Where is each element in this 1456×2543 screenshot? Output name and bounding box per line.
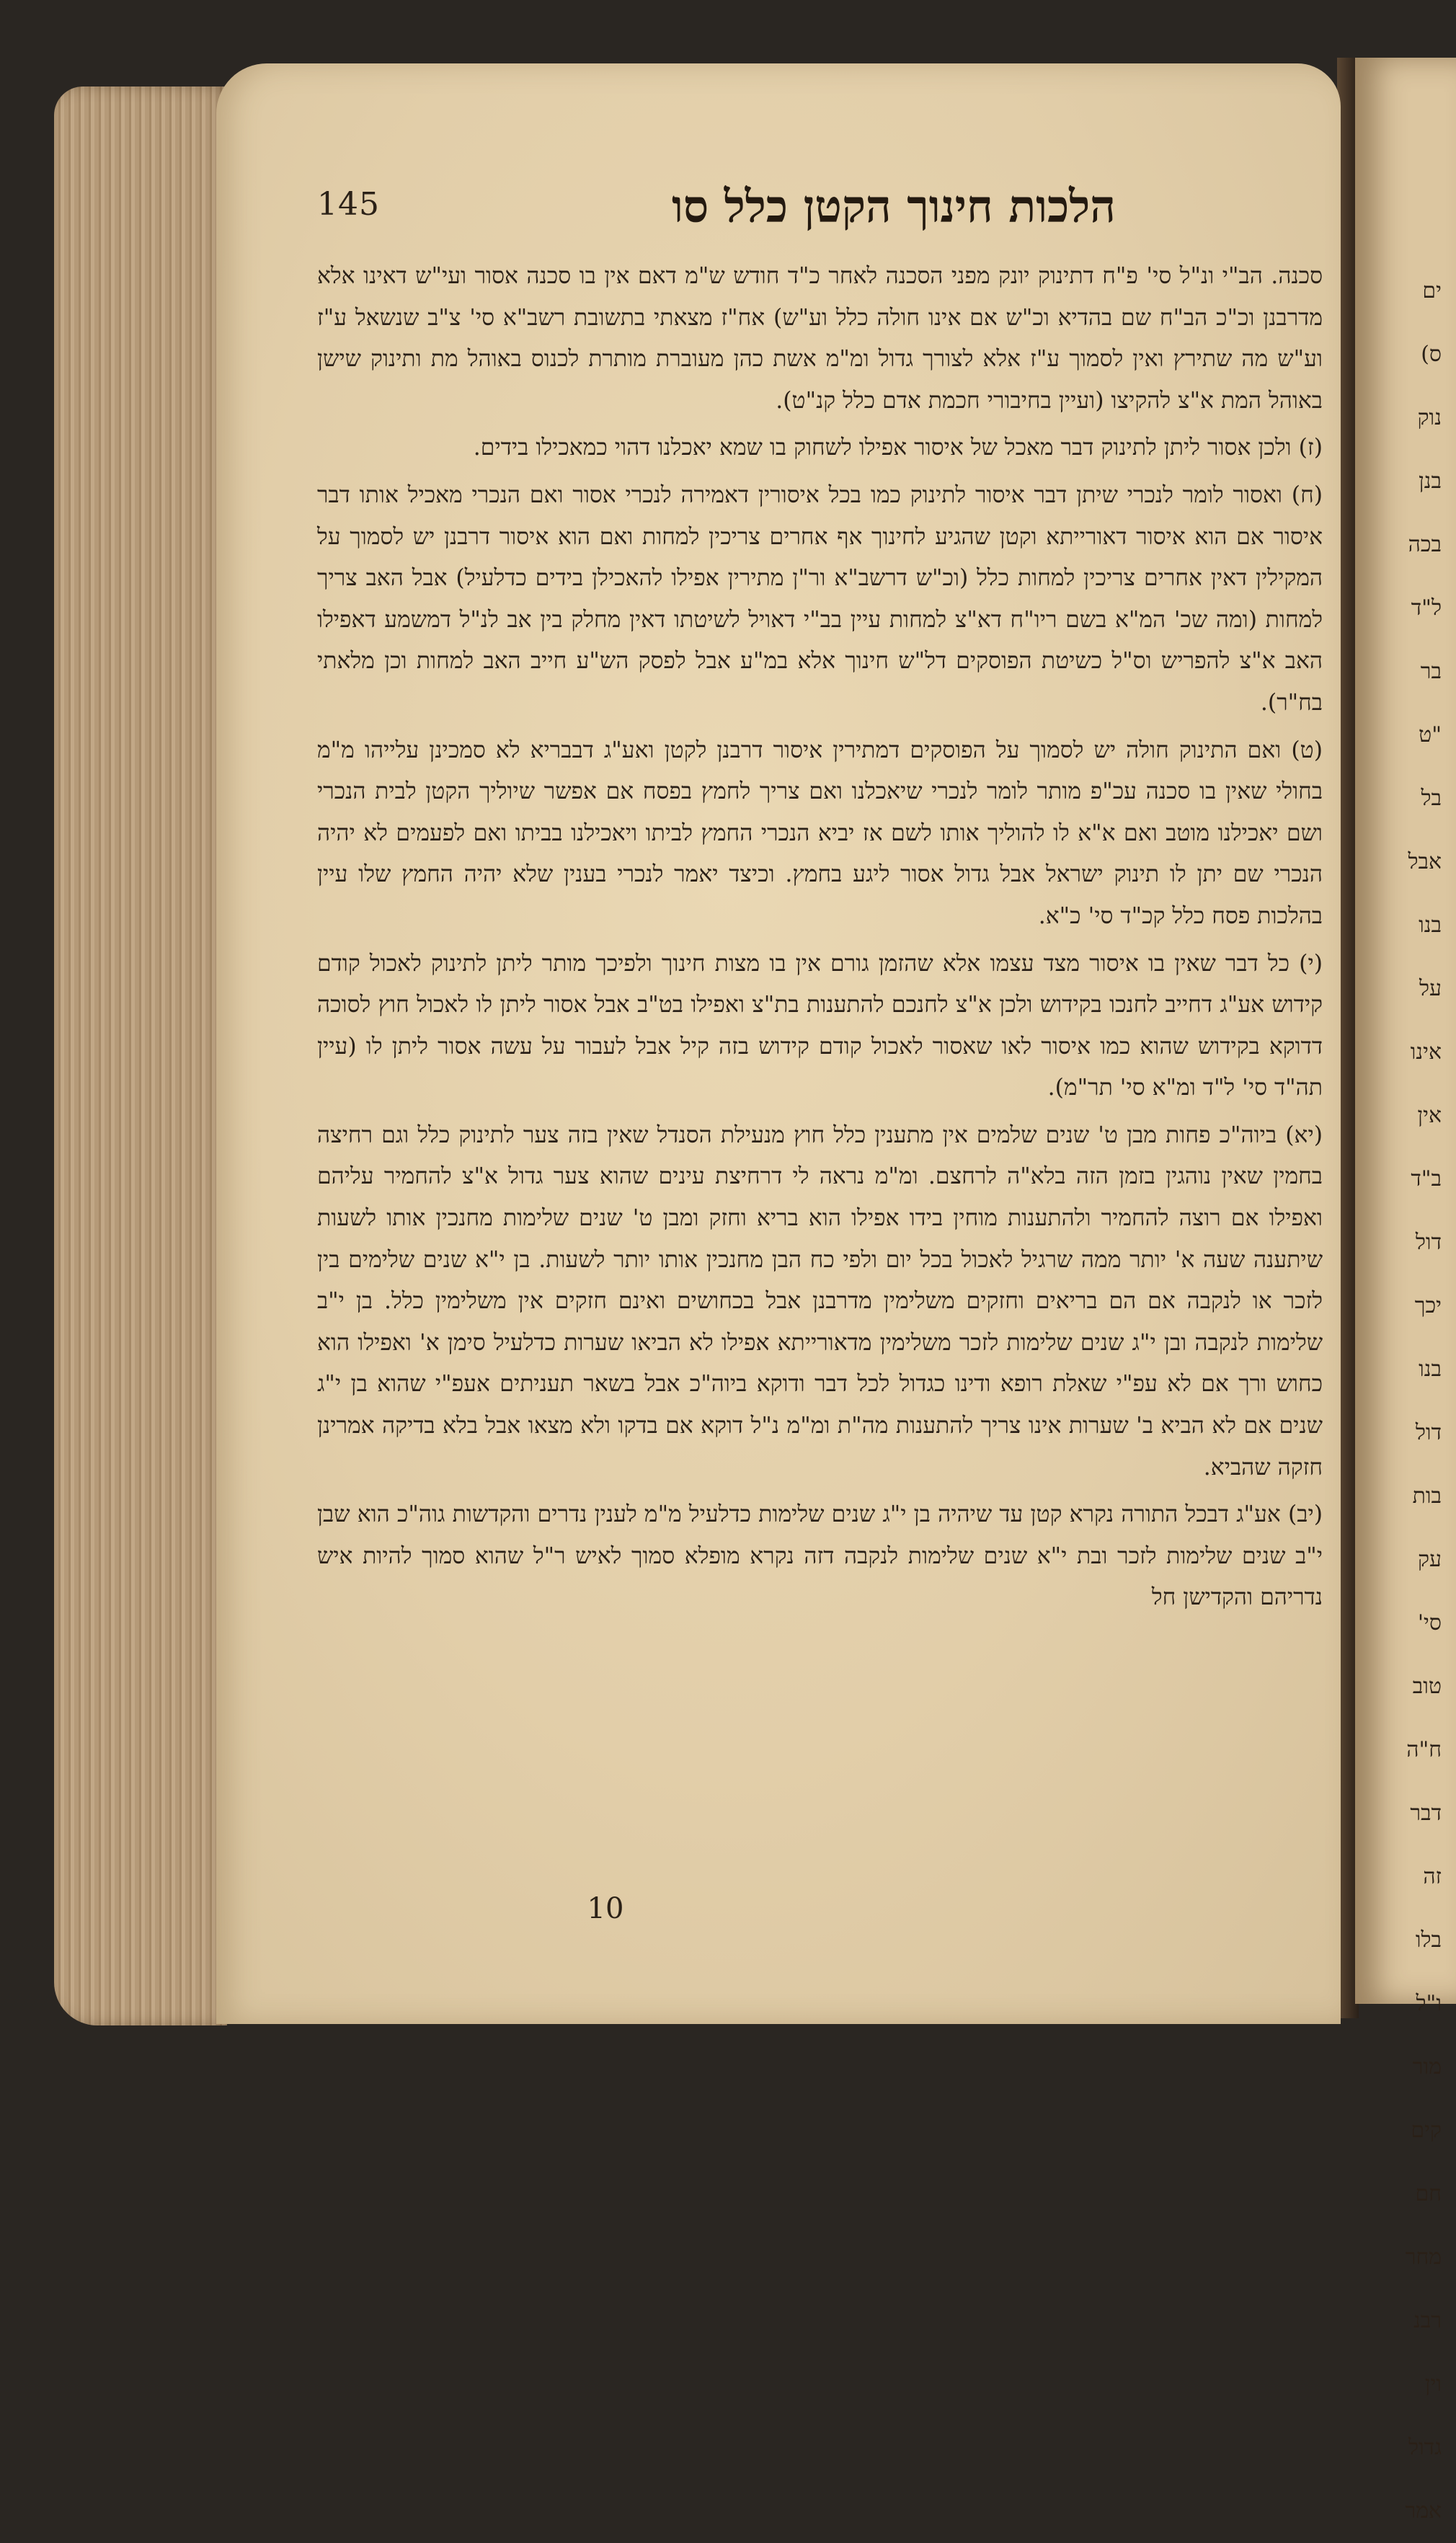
facing-page-fragment: זה: [1423, 1864, 1442, 1889]
facing-page-fragment: בנן: [1419, 469, 1442, 494]
facing-page-fragment: מחר: [1405, 2245, 1442, 2270]
facing-page-fragment: ח"ה: [1406, 1737, 1442, 1762]
facing-page-fragment: ל"ד: [1411, 595, 1442, 621]
facing-page-fragment: חם: [1415, 2181, 1442, 2206]
facing-page-fragment: ו"ל: [1416, 1991, 1442, 2016]
facing-page-fragment: יכך: [1414, 1293, 1442, 1318]
facing-page-fragment: דול: [1415, 1420, 1442, 1445]
facing-page-fragment: גדול: [1408, 2435, 1442, 2460]
paragraph: (יב) אע"ג דבכל התורה נקרא קטן עד שיהיה בן י"ג שנים שלימות כדלעיל מ"מ לענין נדרים והקדשות גוה"כ הוא שבן י"ב שנים שלימות לזכר ובת י"א שנים שלימות לנקבה דזה נקרא מופלא סמוך לאיש ר"ל שהוא סמוך להיות איש נדריהם והקדישן חל: [317, 1501, 1323, 1611]
facing-page-fragment: טוב: [1412, 1674, 1442, 1699]
facing-page-fragment: אמר: [1405, 2498, 1442, 2524]
facing-page-fragment: בר: [1420, 659, 1442, 684]
facing-page-fragment: מור: [1412, 2054, 1442, 2080]
body-text: [317, 256, 1323, 1914]
facing-page-fragment: אבל: [1408, 849, 1442, 874]
facing-page-fragment: קים: [1411, 2118, 1442, 2143]
page-block-edge: [54, 86, 227, 2025]
facing-page-fragment: עק: [1417, 1547, 1442, 1572]
facing-page-fragment: ים: [1422, 278, 1442, 303]
facing-page-fragment: בנו: [1419, 913, 1442, 938]
facing-page-fragment: בות: [1412, 1483, 1442, 1509]
facing-page-fragment: אינו: [1410, 1039, 1442, 1065]
paragraph: (יא) ביוה"כ פחות מבן ט' שנים שלמים אין מתענין כלל חוץ מנעילת הסנדל שאין בזה צער לתינוק כלל וגם רחיצה בחמין שאין נוהגין בזמן הזה בלא"ה לרחצם. ומ"מ נראה לי דרחיצת עינים שהוא צער גדול א"צ להחמיר עליהם ואפילו אם רוצה להחמיר ולהתענות מוחין בידו אפילו הוא בריא וחזק ומבן ט' שנים שלימות מחנכין אותו לשעות שיתענה שעה א' יותר ממה שרגיל לאכול בכל יום ולפי כח הבן מחנכין אותו יותר לשעות. בן י"א שנים שלימים בין לזכר או לנקבה אם הם בריאים וחזקים משלימין מדרבנן אבל בכחושים ואינם חזקים אין משלימין כלל. בן י"ב שלימות לנקבה ובן י"ג שנים שלימות לזכר משלימין מדאורייתא אפילו לא הביאו שערות כדלעיל סימן א' ואפילו הוא כחוש ורך אם לא עפ"י שאלת רופא ודינו כגדול לכל דבר ודוקא ביוה"כ אבל בשאר תעניתים אעפ"י שהוא בן י"ג שנים אם לא הביא ב' שערות אינו צריך להתענות מה"ת ומ"מ נ"ל דוקא אם בדקו ולא מצאו אבל בלא בדיקה אמרינן חזקה שהביא.: [317, 1122, 1323, 1481]
paragraph: (י) כל דבר שאין בו איסור מצד עצמו אלא שהזמן גורם אין בו מצות חינוך ולפיכך מותר ליתן לתינוק לאכול קודם קידוש אע"ג דחייב לחנכו בקידוש ולכן א"צ לחנכם להתענות בת"צ ואפילו בט"ב אבל אסור ליתן לו לאכול חוץ לסוכה דדוקא בקידוש שהוא כמו איסור לאו שאסור לאכול קודם קידוש בזה קיל אבל לעבור על עשה אסור ליתן לו (עיין תה"ד סי' ל"ד ומ"א סי' תר"מ).: [317, 950, 1323, 1101]
facing-page-fragment: נוק: [1417, 405, 1442, 430]
facing-page-fragment: רבנ: [1413, 2308, 1442, 2333]
paragraph: (ח) ואסור לומר לנכרי שיתן דבר איסור לתינוק כמו בכל איסורין דאמירה לנכרי אסור ואם הנכרי מאכיל אותו דבר איסור אם הוא איסור דאורייתא וקטן שהגיע לחינוך אף אחרים צריכין למחות ואם הוא איסור דרבנן יש לסמוך על המקילין דאין אחרים צריכין למחות כלל (וכ"ש דרשב"א ור"ן מתירין אפילו להאכילן בידים כדלעיל) אבל האב צריך למחות (ומה שכ' המ"א בשם ריו"ח דא"צ למחות עיין בב"י דאויל לשיטתו דאין מחלק בין אב לנ"ל דמשמע דאפילו האב א"צ להפריש וס"ל כשיטת הפוסקים דל"ש חינוך אלא במ"ע אבל לפסק הש"ע חייב האב למחות וכן מלאתי בח"ר).: [317, 481, 1323, 716]
facing-page-fragment: "ט: [1419, 722, 1442, 747]
paragraph: (ז) ולכן אסור ליתן לתינוק דבר מאכל של איסור אפילו לשחוק בו שמא יאכלנו דהוי כמאכילו בידים.: [473, 435, 1323, 461]
facing-page-fragment: וין: [1424, 2371, 1442, 2397]
facing-page-fragment: ס): [1421, 342, 1442, 367]
facing-page-fragment: בל: [1421, 786, 1442, 811]
paragraph: סכנה. הב"י ונ"ל סי' פ"ח דתינוק יונק מפני הסכנה לאחר כ"ד חודש ש"מ דאם אין בו סכנה אסור ועי"ש דאינו אלא מדרבנן וכ"כ הב"ח שם בהדיא וכ"ש אם אינו חולה כלל וע"ש) אח"ז מצאתי בתשובת רשב"א סי' צ"ב שנשאל ע"ז וע"ש מה שתירץ ואין לסמוך ע"ז אלא לצורך גדול ומ"מ אשת כהן מעוברת מותרת לכנוס באוהל מת ותינוק שישן באוהל המת א"צ להקיצו (ועיין בחיבורי חכמת אדם כלל קנ"ט).: [317, 263, 1323, 414]
facing-page-fragment: בכה: [1408, 532, 1442, 557]
signature-mark: 10: [587, 1892, 624, 1925]
page-number: 145: [317, 186, 380, 223]
facing-page-fragment: סי': [1417, 1610, 1442, 1636]
running-title: הלכות חינוך הקטן כלל סו: [672, 180, 1116, 233]
page-header: [317, 180, 1254, 252]
facing-page-fragment: אין: [1417, 1103, 1442, 1128]
facing-page-text: [1405, 259, 1442, 2524]
paragraph: (ט) ואם התינוק חולה יש לסמוך על הפוסקים דמתירין איסור דרבנן לקטן ואע"ג דבבריא לא סמכינן עלייהו מ"מ בחולי שאין בו סכנה עכ"פ מותר לומר לנכרי שיאכלנו ואם צריך לחמץ בפסח אם אפשר שיוליך הקטן לבית הנכרי ושם יאכילנו מוטב ואם א"א לו להוליך אותו לשם אז יביא הנכרי החמץ לביתו ויאכילנו בביתו ואם לפעמים לא יהיה הנכרי שם יתן לו תינוק ישראל אבל גדול אסור ליגע בחמץ. וכיצד יאמר לנכרי בענין שלא יהיה החמץ שלו עיין בהלכות פסח כלל קכ"ד סי' כ"א.: [317, 737, 1323, 929]
facing-page-fragment: בלו: [1415, 1927, 1442, 1953]
facing-page-fragment: דבר: [1410, 1801, 1442, 1826]
facing-page-fragment: דול: [1415, 1230, 1442, 1255]
facing-page-fragment: בנו: [1419, 1357, 1442, 1382]
facing-page-fragment: ב"ד: [1411, 1166, 1442, 1191]
facing-page-fragment: על: [1419, 976, 1442, 1001]
